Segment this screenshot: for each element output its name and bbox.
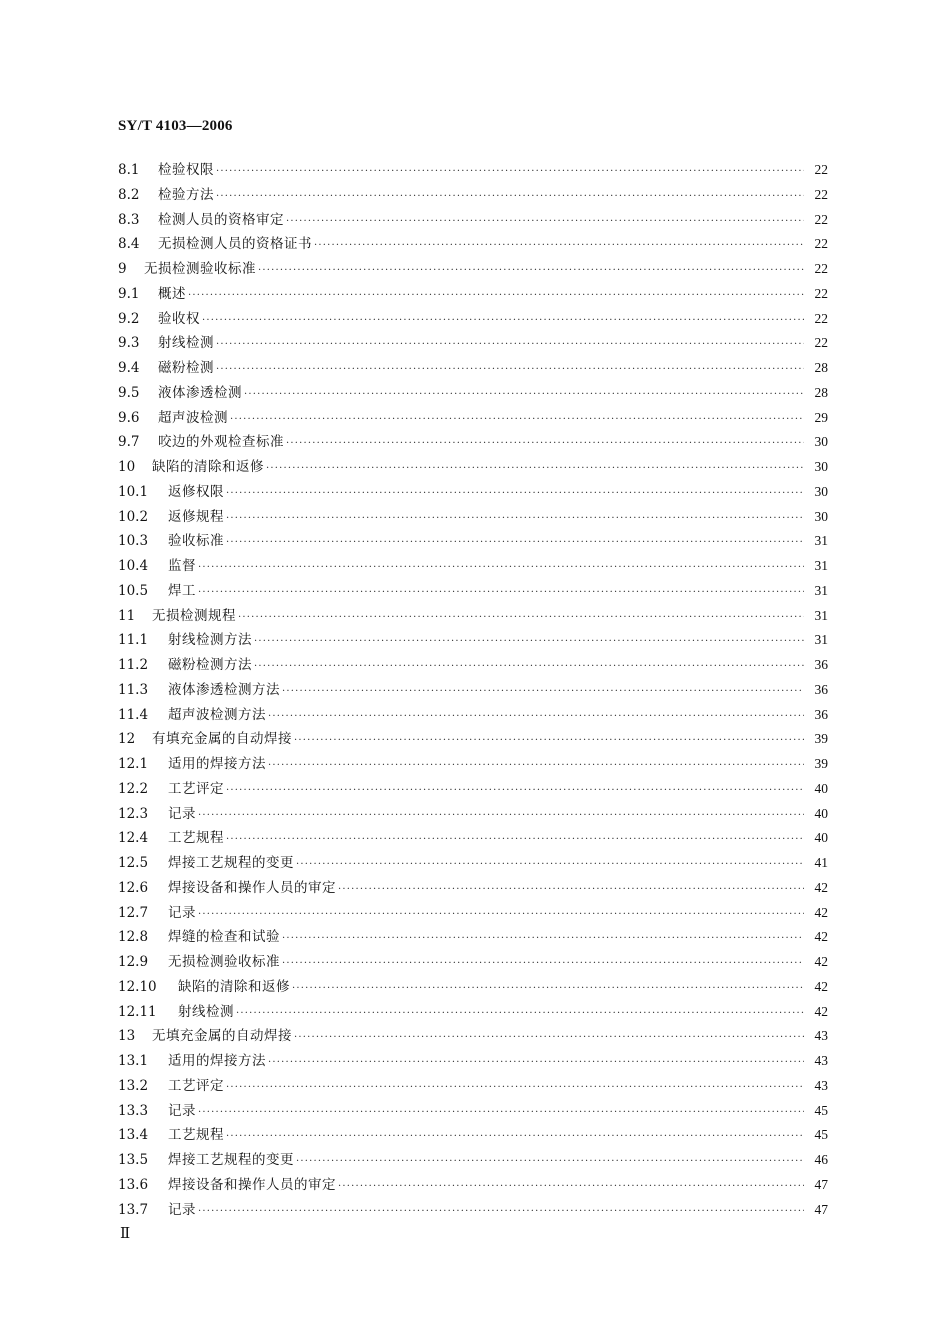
toc-entry-title: 咬边的外观检查标准 bbox=[158, 434, 284, 451]
toc-entry-title: 焊接设备和操作人员的审定 bbox=[168, 879, 336, 896]
toc-leader-dots bbox=[198, 903, 804, 928]
toc-entry[interactable] bbox=[118, 1148, 828, 1173]
toc-leader-dots bbox=[254, 655, 804, 680]
toc-entry-page: 36 bbox=[814, 706, 828, 722]
toc-entry-page: 28 bbox=[814, 360, 828, 375]
toc-entry-page: 31 bbox=[814, 582, 828, 598]
toc-entry-page: 43 bbox=[814, 1077, 828, 1093]
toc-entry[interactable] bbox=[118, 925, 828, 950]
toc-entry-title: 检验方法 bbox=[158, 186, 214, 203]
toc-entry[interactable] bbox=[118, 851, 828, 876]
toc-entry-number: 10.1 bbox=[118, 483, 149, 500]
toc-entry[interactable] bbox=[118, 727, 828, 752]
toc-entry-number: 12.11 bbox=[118, 1003, 157, 1020]
toc-entry-page: 41 bbox=[814, 855, 828, 870]
toc-leader-dots bbox=[268, 754, 804, 779]
toc-entry-page: 47 bbox=[814, 1201, 828, 1217]
toc-entry-number: 10.3 bbox=[118, 533, 149, 550]
toc-entry[interactable] bbox=[118, 653, 828, 678]
toc-entry-number: 13.6 bbox=[118, 1176, 149, 1193]
toc-entry-title: 焊接工艺规程的变更 bbox=[168, 855, 294, 871]
toc-entry-page: 40 bbox=[814, 805, 828, 821]
toc-entry-number: 13.2 bbox=[118, 1077, 149, 1094]
toc-entry-title: 焊缝的检查和试验 bbox=[168, 929, 280, 946]
toc-entry-title: 液体渗透检测 bbox=[158, 384, 242, 401]
toc-entry-number: 8.1 bbox=[118, 162, 140, 178]
toc-leader-dots bbox=[226, 1125, 804, 1150]
toc-entry-page: 22 bbox=[814, 186, 828, 202]
toc-entry-page: 42 bbox=[814, 929, 828, 945]
toc-entry[interactable] bbox=[118, 406, 828, 431]
toc-entry-number: 11.4 bbox=[118, 706, 149, 723]
toc-entry-number: 12 bbox=[118, 731, 136, 748]
toc-leader-dots bbox=[244, 383, 804, 408]
toc-entry-number: 12.2 bbox=[118, 780, 149, 797]
toc-entry[interactable] bbox=[118, 430, 828, 455]
toc-entry[interactable] bbox=[118, 777, 828, 802]
toc-entry-number: 11.3 bbox=[118, 681, 149, 698]
toc-entry[interactable] bbox=[118, 356, 828, 381]
toc-entry-page: 29 bbox=[814, 409, 828, 425]
toc-entry-page: 36 bbox=[814, 681, 828, 697]
toc-entry-page: 42 bbox=[814, 904, 828, 920]
toc-entry[interactable] bbox=[118, 455, 828, 480]
document-code: SY/T 4103—2006 bbox=[118, 118, 233, 134]
toc-entry-page: 42 bbox=[814, 879, 828, 895]
toc-entry-number: 12.6 bbox=[118, 879, 149, 896]
toc-entry[interactable] bbox=[118, 554, 828, 579]
toc-entry[interactable] bbox=[118, 802, 828, 827]
toc-entry-page: 31 bbox=[814, 632, 828, 648]
toc-entry-title: 记录 bbox=[168, 1201, 196, 1218]
toc-entry-number: 9.6 bbox=[118, 409, 140, 426]
toc-entry-number: 9.1 bbox=[118, 285, 140, 302]
toc-entry-number: 13 bbox=[118, 1028, 136, 1045]
toc-leader-dots bbox=[268, 705, 804, 730]
toc-entry-title: 焊接工艺规程的变更 bbox=[168, 1152, 294, 1168]
table-of-contents bbox=[118, 158, 828, 1222]
toc-entry-page: 22 bbox=[814, 236, 828, 252]
toc-entry-page: 22 bbox=[814, 261, 828, 276]
toc-entry-title: 检验权限 bbox=[158, 162, 214, 178]
toc-entry[interactable] bbox=[118, 1024, 828, 1049]
toc-leader-dots bbox=[254, 630, 804, 655]
toc-entry-title: 缺陷的清除和返修 bbox=[178, 978, 290, 995]
toc-leader-dots bbox=[226, 531, 804, 556]
toc-entry-number: 12.4 bbox=[118, 830, 149, 847]
toc-entry-page: 43 bbox=[814, 1028, 828, 1044]
toc-leader-dots bbox=[202, 309, 804, 334]
toc-entry-page: 22 bbox=[814, 285, 828, 301]
toc-entry[interactable] bbox=[118, 876, 828, 901]
toc-entry-number: 9.2 bbox=[118, 310, 140, 327]
toc-entry-title: 焊接设备和操作人员的审定 bbox=[168, 1176, 336, 1193]
toc-entry-page: 45 bbox=[814, 1127, 828, 1143]
toc-entry-page: 30 bbox=[814, 483, 828, 499]
toc-entry-title: 液体渗透检测方法 bbox=[168, 681, 280, 698]
page-number-roman: Ⅱ bbox=[120, 1226, 131, 1242]
toc-entry[interactable] bbox=[118, 381, 828, 406]
toc-entry[interactable] bbox=[118, 232, 828, 257]
toc-entry-title: 射线检测 bbox=[178, 1003, 234, 1020]
toc-leader-dots bbox=[226, 482, 804, 507]
toc-entry-title: 返修规程 bbox=[168, 508, 224, 525]
toc-entry-number: 13.3 bbox=[118, 1102, 149, 1119]
toc-entry-title: 射线检测方法 bbox=[168, 632, 252, 649]
toc-entry[interactable] bbox=[118, 579, 828, 604]
toc-leader-dots bbox=[282, 952, 804, 977]
toc-entry-title: 工艺评定 bbox=[168, 780, 224, 797]
toc-entry-page: 45 bbox=[814, 1102, 828, 1118]
toc-entry-page: 22 bbox=[814, 211, 828, 227]
toc-entry[interactable] bbox=[118, 208, 828, 233]
toc-entry-title: 无损检测验收标准 bbox=[144, 261, 256, 277]
toc-entry-title: 工艺规程 bbox=[168, 1127, 224, 1144]
toc-entry-title: 记录 bbox=[168, 805, 196, 822]
toc-entry-page: 42 bbox=[814, 978, 828, 994]
toc-entry-page: 31 bbox=[814, 533, 828, 549]
toc-entry-page: 40 bbox=[814, 830, 828, 846]
toc-entry[interactable] bbox=[118, 183, 828, 208]
toc-entry[interactable] bbox=[118, 1123, 828, 1148]
toc-leader-dots bbox=[266, 457, 804, 482]
toc-entry-number: 8.3 bbox=[118, 211, 140, 228]
toc-entry-page: 22 bbox=[814, 310, 828, 326]
toc-entry[interactable] bbox=[118, 1198, 828, 1223]
toc-entry-number: 13.1 bbox=[118, 1053, 149, 1069]
toc-entry-title: 磁粉检测方法 bbox=[168, 657, 252, 673]
toc-entry-page: 46 bbox=[814, 1152, 828, 1167]
toc-entry[interactable] bbox=[118, 901, 828, 926]
toc-entry-title: 射线检测 bbox=[158, 335, 214, 352]
toc-leader-dots bbox=[286, 432, 804, 457]
toc-entry-title: 检测人员的资格审定 bbox=[158, 211, 284, 228]
toc-entry-number: 12.5 bbox=[118, 855, 149, 871]
toc-entry-number: 11 bbox=[118, 607, 136, 624]
toc-entry-page: 22 bbox=[814, 335, 828, 351]
toc-entry-page: 30 bbox=[814, 434, 828, 450]
toc-leader-dots bbox=[198, 804, 804, 829]
toc-entry-number: 12.8 bbox=[118, 929, 149, 946]
toc-leader-dots bbox=[292, 977, 804, 1002]
toc-leader-dots bbox=[282, 680, 804, 705]
toc-entry[interactable] bbox=[118, 1173, 828, 1198]
toc-entry-number: 9.7 bbox=[118, 434, 140, 451]
toc-entry-page: 40 bbox=[814, 780, 828, 796]
toc-entry-number: 12.3 bbox=[118, 805, 149, 822]
toc-leader-dots bbox=[296, 853, 804, 878]
toc-entry-number: 13.5 bbox=[118, 1152, 149, 1168]
toc-entry-page: 43 bbox=[814, 1053, 828, 1068]
toc-entry-page: 31 bbox=[814, 607, 828, 623]
toc-entry-page: 42 bbox=[814, 1003, 828, 1019]
toc-leader-dots bbox=[198, 581, 804, 606]
toc-entry-title: 适用的焊接方法 bbox=[168, 1053, 266, 1069]
toc-leader-dots bbox=[198, 1200, 804, 1225]
toc-entry[interactable] bbox=[118, 1099, 828, 1124]
toc-leader-dots bbox=[226, 1076, 804, 1101]
toc-entry-number: 12.1 bbox=[118, 756, 149, 772]
toc-entry-number: 13.7 bbox=[118, 1201, 149, 1218]
toc-entry[interactable] bbox=[118, 950, 828, 975]
toc-entry[interactable] bbox=[118, 1000, 828, 1025]
toc-entry-title: 无填充金属的自动焊接 bbox=[152, 1028, 292, 1045]
toc-entry[interactable] bbox=[118, 282, 828, 307]
toc-entry-title: 适用的焊接方法 bbox=[168, 756, 266, 772]
toc-entry-title: 超声波检测方法 bbox=[168, 706, 266, 723]
toc-entry-number: 10.2 bbox=[118, 508, 149, 525]
toc-leader-dots bbox=[338, 1175, 804, 1200]
toc-entry-number: 9 bbox=[118, 261, 127, 277]
toc-leader-dots bbox=[294, 1026, 804, 1051]
toc-entry-number: 8.4 bbox=[118, 236, 140, 253]
toc-entry[interactable] bbox=[118, 703, 828, 728]
toc-entry-title: 验收权 bbox=[158, 310, 200, 327]
toc-leader-dots bbox=[226, 507, 804, 532]
toc-entry[interactable] bbox=[118, 1049, 828, 1074]
toc-entry-number: 9.4 bbox=[118, 360, 140, 376]
toc-entry-number: 12.9 bbox=[118, 954, 149, 970]
toc-entry-number: 11.1 bbox=[118, 632, 149, 649]
toc-leader-dots bbox=[338, 878, 804, 903]
toc-entry-number: 13.4 bbox=[118, 1127, 149, 1144]
toc-leader-dots bbox=[294, 729, 804, 754]
toc-entry-number: 12.10 bbox=[118, 978, 157, 995]
toc-leader-dots bbox=[216, 358, 804, 383]
toc-entry-title: 返修权限 bbox=[168, 483, 224, 500]
toc-entry[interactable] bbox=[118, 975, 828, 1000]
toc-leader-dots bbox=[216, 333, 804, 358]
toc-entry-page: 42 bbox=[814, 954, 828, 969]
toc-entry[interactable] bbox=[118, 529, 828, 554]
toc-entry[interactable] bbox=[118, 752, 828, 777]
toc-entry-number: 8.2 bbox=[118, 186, 140, 203]
toc-entry[interactable] bbox=[118, 331, 828, 356]
toc-leader-dots bbox=[236, 1002, 804, 1027]
toc-entry-title: 记录 bbox=[168, 1102, 196, 1119]
toc-entry-number: 10 bbox=[118, 459, 136, 475]
toc-entry[interactable] bbox=[118, 1074, 828, 1099]
toc-entry-title: 有填充金属的自动焊接 bbox=[152, 731, 292, 748]
toc-entry-number: 12.7 bbox=[118, 904, 149, 921]
toc-entry-page: 22 bbox=[814, 162, 828, 177]
toc-entry-number: 9.3 bbox=[118, 335, 140, 352]
toc-entry-title: 超声波检测 bbox=[158, 409, 228, 426]
toc-leader-dots bbox=[230, 408, 804, 433]
toc-entry-title: 工艺评定 bbox=[168, 1077, 224, 1094]
toc-entry-title: 无损检测规程 bbox=[152, 607, 236, 624]
toc-entry[interactable] bbox=[118, 604, 828, 629]
toc-entry-title: 工艺规程 bbox=[168, 830, 224, 847]
toc-leader-dots bbox=[258, 259, 804, 284]
toc-entry-title: 记录 bbox=[168, 904, 196, 921]
toc-leader-dots bbox=[282, 927, 804, 952]
toc-leader-dots bbox=[286, 210, 804, 235]
toc-entry-number: 10.4 bbox=[118, 558, 149, 574]
toc-leader-dots bbox=[238, 606, 804, 631]
toc-entry[interactable] bbox=[118, 480, 828, 505]
toc-entry[interactable] bbox=[118, 505, 828, 530]
toc-entry-page: 39 bbox=[814, 756, 828, 771]
toc-leader-dots bbox=[216, 160, 804, 185]
toc-leader-dots bbox=[268, 1051, 804, 1076]
toc-leader-dots bbox=[198, 556, 804, 581]
toc-entry-number: 11.2 bbox=[118, 657, 149, 673]
toc-entry-title: 概述 bbox=[158, 285, 186, 302]
toc-leader-dots bbox=[188, 284, 804, 309]
toc-entry-title: 无损检测人员的资格证书 bbox=[158, 236, 312, 253]
toc-leader-dots bbox=[226, 779, 804, 804]
toc-entry-title: 验收标准 bbox=[168, 533, 224, 550]
toc-entry-number: 9.5 bbox=[118, 384, 140, 401]
toc-entry[interactable] bbox=[118, 257, 828, 282]
toc-entry-page: 28 bbox=[814, 384, 828, 400]
toc-leader-dots bbox=[198, 1101, 804, 1126]
toc-entry-page: 47 bbox=[814, 1176, 828, 1192]
toc-entry-title: 无损检测验收标准 bbox=[168, 954, 280, 970]
toc-entry-title: 监督 bbox=[168, 558, 196, 574]
toc-leader-dots bbox=[216, 185, 804, 210]
toc-leader-dots bbox=[226, 828, 804, 853]
toc-entry-page: 39 bbox=[814, 731, 828, 747]
toc-leader-dots bbox=[314, 234, 804, 259]
toc-entry-title: 焊工 bbox=[168, 582, 196, 599]
toc-entry-page: 30 bbox=[814, 459, 828, 474]
toc-entry-title: 缺陷的清除和返修 bbox=[152, 459, 264, 475]
toc-entry-page: 31 bbox=[814, 558, 828, 573]
toc-entry-page: 30 bbox=[814, 508, 828, 524]
toc-entry[interactable] bbox=[118, 158, 828, 183]
toc-leader-dots bbox=[296, 1150, 804, 1175]
toc-entry-title: 磁粉检测 bbox=[158, 360, 214, 376]
toc-entry[interactable] bbox=[118, 678, 828, 703]
toc-entry[interactable] bbox=[118, 628, 828, 653]
toc-entry[interactable] bbox=[118, 307, 828, 332]
toc-entry[interactable] bbox=[118, 826, 828, 851]
toc-entry-page: 36 bbox=[814, 657, 828, 672]
toc-entry-number: 10.5 bbox=[118, 582, 149, 599]
